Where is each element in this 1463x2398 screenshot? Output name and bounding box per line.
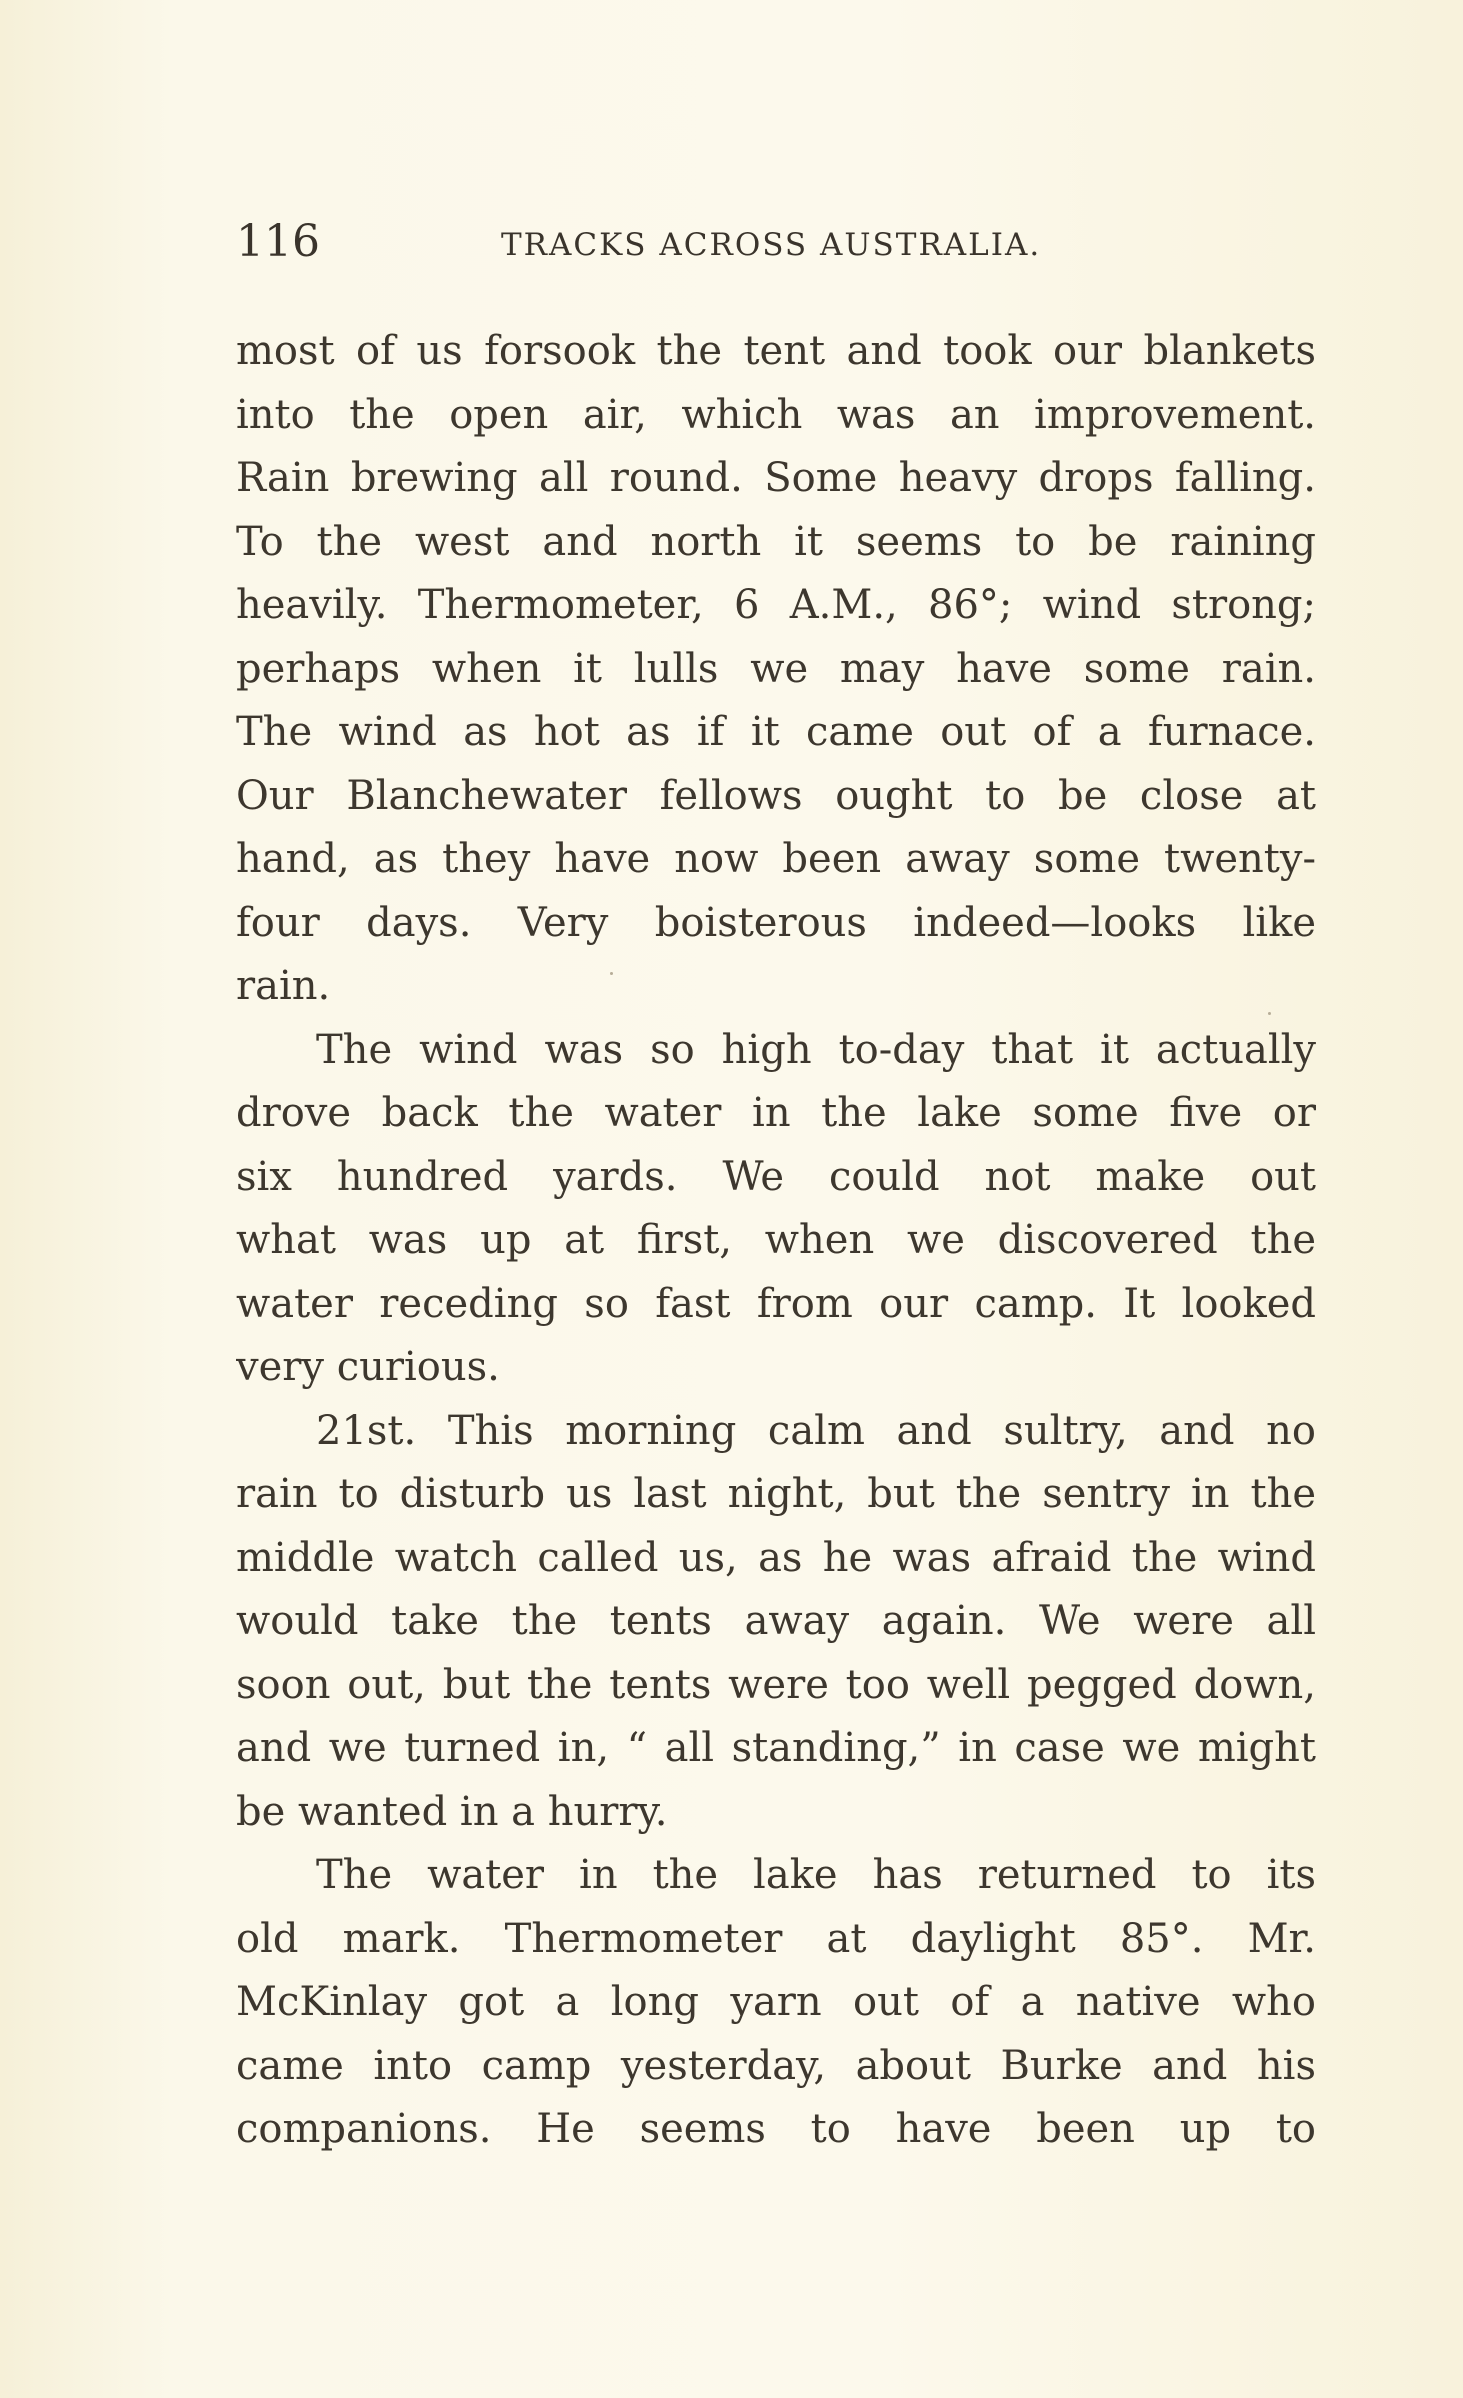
text-line: very curious. <box>236 1344 500 1390</box>
paper-speck <box>1268 1012 1271 1015</box>
text-line: most of us forsook the tent and took our blankets <box>236 328 1316 374</box>
text-line: 21st. This morning calm and sultry, and no <box>316 1407 1316 1454</box>
text-line: and we turned in, “ all standing,” in case we might <box>236 1725 1316 1771</box>
text-line: four days. Very boisterous indeed—looks like <box>236 899 1316 946</box>
body-text <box>236 320 1316 2162</box>
page-header <box>236 212 1316 272</box>
text-line: soon out, but the tents were too well pegged down, <box>236 1661 1316 1708</box>
text-line: companions. He seems to have been up to <box>236 2106 1316 2152</box>
text-line: Rain brewing all round. Some heavy drops falling. <box>236 455 1316 501</box>
text-line: heavily. Thermometer, 6 A.M., 86°; wind strong; <box>236 582 1316 628</box>
text-line: drove back the water in the lake some five or <box>236 1090 1316 1136</box>
page-number: 116 <box>236 216 320 267</box>
text-line: rain. <box>236 963 331 1009</box>
text-line: To the west and north it seems to be raining <box>236 518 1316 565</box>
text-line: rain to disturb us last night, but the sentry in the <box>236 1471 1316 1517</box>
text-line: Our Blanchewater fellows ought to be close at <box>236 772 1316 819</box>
running-title: TRACKS ACROSS AUSTRALIA. <box>501 227 1042 263</box>
paper-speck <box>610 972 613 975</box>
text-line: perhaps when it lulls we may have some rain. <box>236 645 1316 692</box>
text-line: water receding so fast from our camp. It looked <box>236 1280 1316 1327</box>
text-line: The water in the lake has returned to its <box>316 1852 1316 1898</box>
text-line: McKinlay got a long yarn out of a native who <box>236 1979 1316 2025</box>
text-line: would take the tents away again. We were all <box>236 1598 1316 1644</box>
text-line: six hundred yards. We could not make out <box>236 1153 1316 1200</box>
text-line: what was up at first, when we discovered the <box>236 1217 1316 1263</box>
text-line: middle watch called us, as he was afraid the wind <box>236 1534 1316 1581</box>
text-line: The wind was so high to-day that it actually <box>316 1026 1316 1073</box>
text-line: The wind as hot as if it came out of a furnace. <box>236 709 1316 755</box>
text-line: hand, as they have now been away some twenty- <box>236 836 1316 882</box>
text-line: came into camp yesterday, about Burke and his <box>236 2042 1316 2089</box>
text-line: be wanted in a hurry. <box>236 1788 668 1835</box>
text-line: old mark. Thermometer at daylight 85°. Mr. <box>236 1915 1316 1962</box>
text-line: into the open air, which was an improvement. <box>236 391 1316 438</box>
